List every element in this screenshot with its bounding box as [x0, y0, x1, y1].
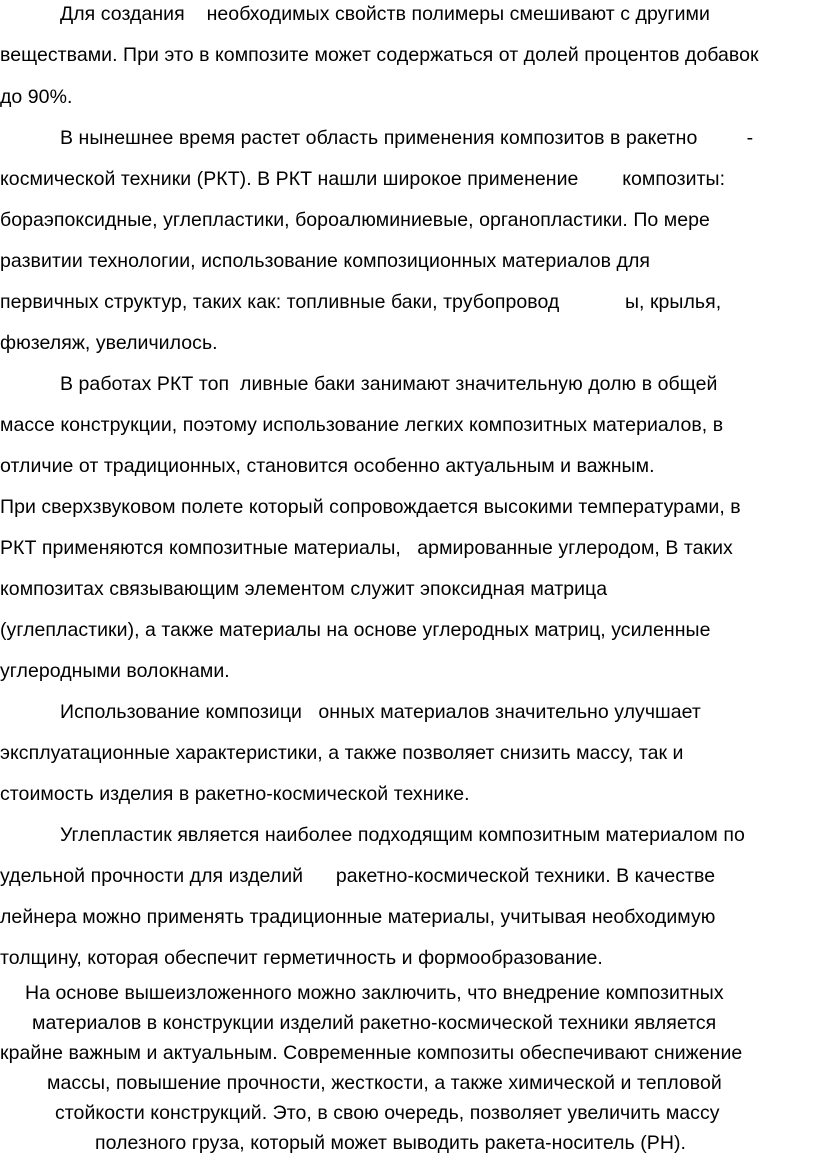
text-line: Использование композици онных материалов значительно улучшает — [60, 701, 701, 723]
text-line: до 90%. — [0, 86, 73, 108]
text-line: космической техники (РКТ). В РКТ нашли широкое применение композиты: — [0, 168, 726, 190]
text-line: Углепластик является наиболее подходящим композитным материалом по — [60, 824, 745, 846]
text-line: РКТ применяются композитные материалы, армированные углеродом, В таких — [0, 537, 733, 559]
text-line: В работах РКТ топ ливные баки занимают значительную долю в общей — [60, 373, 718, 395]
text-line: бораэпоксидные, углепластики, бороалюминиевые, органопластики. По мере — [0, 209, 710, 231]
text-line: отличие от традиционных, становится особенно актуальным и важным. — [0, 455, 655, 477]
text-line: массе конструкции, поэтому использование легких композитных материалов, в — [0, 414, 724, 436]
text-line: массы, повышение прочности, жесткости, а также химической и тепловой — [47, 1072, 722, 1094]
text-line: углеродными волокнами. — [0, 660, 230, 682]
text-line: стойкости конструкций. Это, в свою очередь, позволяет увеличить массу — [55, 1102, 720, 1124]
text-line: толщину, которая обеспечит герметичность и формообразование. — [0, 947, 603, 969]
text-line: стоимость изделия в ракетно-космической технике. — [0, 783, 470, 805]
text-line: эксплуатационные характеристики, а также позволяет снизить массу, так и — [0, 742, 684, 764]
text-line: материалов в конструкции изделий ракетно-космической техники является — [32, 1012, 717, 1034]
text-line: веществами. При это в композите может содержаться от долей процентов добавок — [0, 44, 759, 66]
text-line: лейнера можно применять традиционные материалы, учитывая необходимую — [0, 906, 716, 928]
text-line: При сверхзвуковом полете который сопровождается высокими температурами, в — [0, 496, 741, 518]
text-line: полезного груза, который может выводить ракета-носитель (РН). — [95, 1132, 686, 1154]
text-line: первичных структур, таких как: топливные баки, трубопровод ы, крылья, — [0, 291, 722, 313]
text-line: крайне важным и актуальным. Современные композиты обеспечивают снижение — [0, 1042, 743, 1064]
text-line: фюзеляж, увеличилось. — [0, 332, 218, 354]
text-line: композитах связывающим элементом служит эпоксидная матрица — [0, 578, 608, 600]
text-line: удельной прочности для изделий ракетно-космической техники. В качестве — [0, 865, 716, 887]
text-line: В нынешнее время растет область применения композитов в ракетно - — [60, 127, 754, 149]
text-line: На основе вышеизложенного можно заключить, что внедрение композитных — [25, 982, 724, 1004]
text-line: (углепластики), а также материалы на основе углеродных матриц, усиленные — [0, 619, 711, 641]
text-line: развитии технологии, использование композиционных материалов для — [0, 250, 651, 272]
text-line: Для создания необходимых свойств полимеры смешивают с другими — [60, 3, 710, 25]
